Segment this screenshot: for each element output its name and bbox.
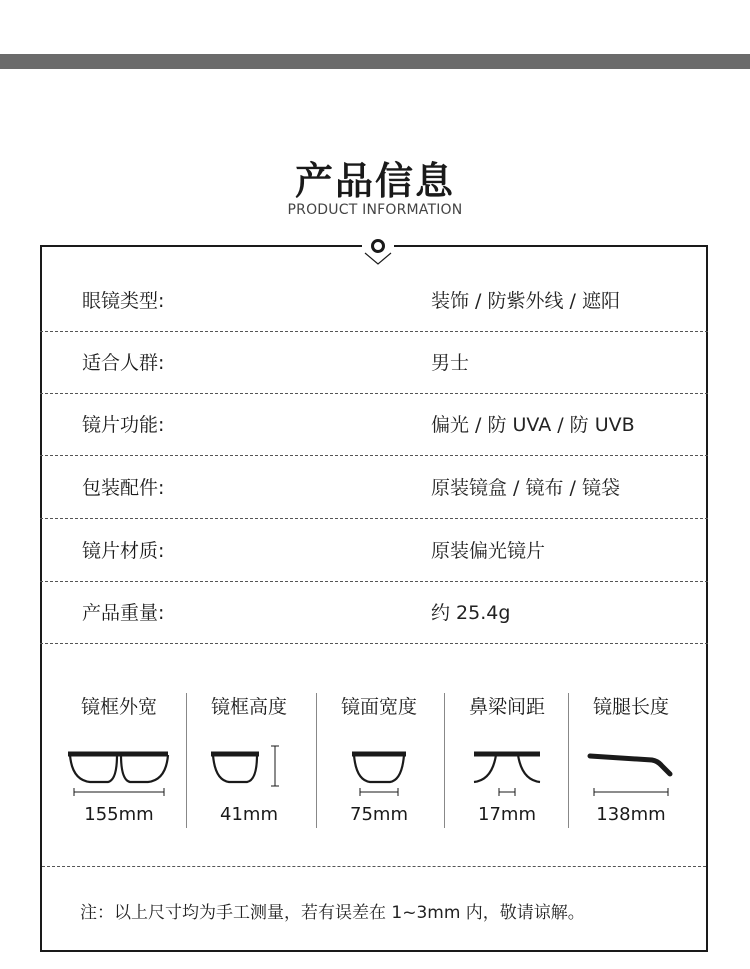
dimension-item xyxy=(444,690,570,830)
spec-label: 产品重量: xyxy=(82,602,165,624)
dimension-label: 镜框高度 xyxy=(210,696,287,718)
spec-label: 适合人群: xyxy=(82,352,165,374)
dimension-divider xyxy=(186,693,187,828)
spec-row-weight xyxy=(40,582,708,644)
dashed-divider xyxy=(42,866,706,867)
frame-height-icon xyxy=(207,734,291,798)
dimension-value: 155mm xyxy=(84,804,154,825)
frame-width-icon xyxy=(64,734,174,798)
bridge-width-icon xyxy=(472,734,542,798)
dimension-value: 138mm xyxy=(596,804,666,825)
dimension-item xyxy=(56,690,182,830)
spec-label: 镜片材质: xyxy=(82,540,165,562)
top-bar xyxy=(0,54,750,69)
dimension-divider xyxy=(444,693,445,828)
spec-value: 原装偏光镜片 xyxy=(431,540,546,562)
dimension-label: 鼻梁间距 xyxy=(468,696,545,718)
dimension-item xyxy=(316,690,442,830)
dimension-value: 41mm xyxy=(220,804,278,825)
spec-value: 偏光 / 防 UVA / 防 UVB xyxy=(431,414,635,436)
dimension-section xyxy=(42,690,706,830)
dimension-item xyxy=(568,690,694,830)
spec-value: 男士 xyxy=(431,352,470,374)
spec-row-type xyxy=(40,270,708,332)
spec-label: 眼镜类型: xyxy=(82,290,165,312)
spec-label: 包装配件: xyxy=(82,477,165,499)
spec-row-material xyxy=(40,520,708,582)
dimension-value: 75mm xyxy=(350,804,408,825)
spec-value: 原装镜盒 / 镜布 / 镜袋 xyxy=(431,477,620,499)
spec-value: 装饰 / 防紫外线 / 遮阳 xyxy=(431,290,620,312)
dimension-divider xyxy=(316,693,317,828)
spec-row-function xyxy=(40,394,708,456)
page-subtitle: PRODUCT INFORMATION xyxy=(287,202,463,218)
temple-length-icon xyxy=(586,734,676,798)
dimension-divider xyxy=(568,693,569,828)
spec-row-accessories xyxy=(40,457,708,519)
spec-label: 镜片功能: xyxy=(82,414,165,436)
lens-width-icon xyxy=(344,734,414,798)
measurement-note: 注：以上尺寸均为手工测量，若有误差在 1~3mm 内，敬请谅解。 xyxy=(80,903,585,923)
spec-row-audience xyxy=(40,332,708,394)
dimension-value: 17mm xyxy=(478,804,536,825)
dimension-label: 镜腿长度 xyxy=(592,696,669,718)
spec-value: 约 25.4g xyxy=(431,602,511,624)
dimension-label: 镜框外宽 xyxy=(80,696,157,718)
ornament-icon xyxy=(362,236,394,268)
dimension-label: 镜面宽度 xyxy=(340,696,417,718)
page-title: 产品信息 xyxy=(294,159,455,203)
dimension-item xyxy=(186,690,312,830)
